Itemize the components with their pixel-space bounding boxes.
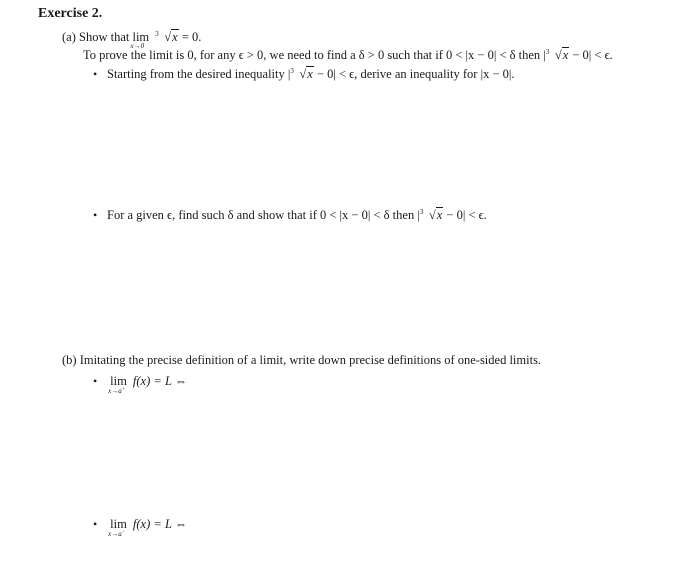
root-index: 3 <box>290 67 294 75</box>
bullet-item-derive <box>93 66 515 82</box>
limit-expression <box>130 29 150 50</box>
part-a-statement <box>62 29 202 50</box>
lim-word: lim <box>110 517 127 531</box>
root-index: 3 <box>545 48 550 56</box>
bullet-icon: • <box>93 517 98 531</box>
exercise-title: Exercise 2. <box>38 6 103 21</box>
bullet-icon: • <box>93 208 98 222</box>
limit-expression <box>108 373 127 395</box>
cube-root <box>546 47 569 63</box>
radical-sign: √ <box>428 208 436 222</box>
limit-expression-body: f(x) = L ⇔ <box>132 517 188 531</box>
bullet-item-find-delta <box>93 207 487 223</box>
lim-subscript <box>108 386 125 395</box>
radical-sign: √ <box>554 48 562 62</box>
lim-subscript-sign: + <box>121 387 126 392</box>
proof-intro-line <box>83 47 613 63</box>
lim-subscript-base: x→a <box>108 387 122 395</box>
root-index: 3 <box>155 30 159 38</box>
part-b-text: Imitating the precise definition of a limit, write down precise definitions of one-sided limits. <box>79 353 542 367</box>
bullet2-post: − 0| < ϵ. <box>446 208 487 222</box>
lim-subscript: x→0 <box>130 42 145 50</box>
radical-sign: √ <box>299 67 307 81</box>
lim-word: lim <box>110 374 127 388</box>
bullet-icon: • <box>93 67 98 81</box>
part-b-statement <box>62 352 541 368</box>
bullet1-post: − 0| < ϵ, derive an inequality for |x − 0|. <box>316 67 515 81</box>
right-limit-definition <box>93 373 188 395</box>
lim-word: lim <box>132 30 150 44</box>
lim-subscript-base: x→a <box>108 530 122 538</box>
left-limit-definition <box>93 516 188 538</box>
cube-root <box>155 29 178 45</box>
bullet-icon: • <box>93 374 98 388</box>
part-a-label: (a) <box>62 30 76 44</box>
bullet2-pre: For a given ϵ, find such δ and show that if 0 < |x − 0| < δ then | <box>107 208 420 222</box>
part-b-label: (b) <box>62 353 77 367</box>
lim-subscript <box>108 529 125 538</box>
proof-intro: To prove the limit is 0, for any ϵ > 0, we need to find a δ > 0 such that if 0 < |x − 0| < δ then | <box>83 48 546 62</box>
equals-zero: = 0. <box>181 30 202 44</box>
bullet1-pre: Starting from the desired inequality | <box>107 67 291 81</box>
limit-expression <box>108 516 127 538</box>
root-index: 3 <box>419 208 424 216</box>
radical-sign: √ <box>164 30 172 44</box>
root-variable: x <box>172 30 178 44</box>
lim-subscript-sign: − <box>121 530 126 535</box>
limit-expression-body: f(x) = L ⇔ <box>132 374 188 388</box>
root-variable: x <box>436 208 443 222</box>
proof-tail: − 0| < ϵ. <box>572 48 613 62</box>
part-a-text: Show that <box>79 30 130 44</box>
root-variable: x <box>562 48 569 62</box>
cube-root <box>290 66 313 82</box>
root-variable: x <box>307 67 313 81</box>
cube-root <box>420 207 443 223</box>
